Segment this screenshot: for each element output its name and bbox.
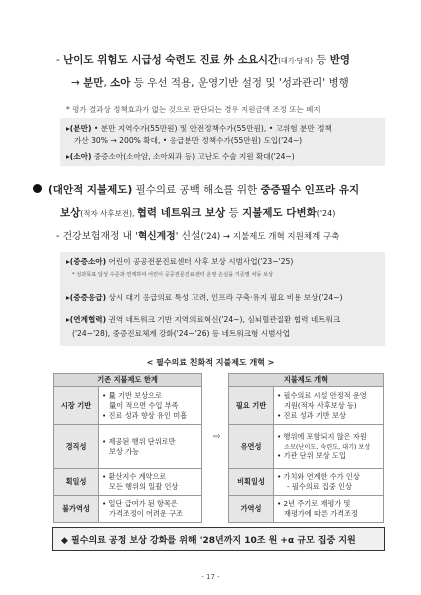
text-bold: 숙련도 (161, 54, 196, 66)
box-row (66, 292, 343, 303)
text: 상시 대기 응급의료 특성 고려, 인프라 구축·유지 필요 비용 보상('24~) (106, 293, 343, 302)
box-row (66, 123, 332, 134)
cell-line: • 환산지수 계약으로 (102, 472, 167, 481)
row-cell (274, 387, 384, 425)
cell-line: 재평가에 따른 가격조정 (284, 509, 359, 518)
text-bold: 난이도 (63, 54, 94, 66)
text: → (71, 77, 84, 89)
text-bold: 중증필수 인프라 유지 (260, 184, 360, 196)
row-cell (274, 496, 384, 523)
text: , (103, 77, 111, 89)
row-key: 비획일성 (229, 469, 274, 496)
text-bold: 협력 네트워크 보상 (136, 207, 226, 219)
text: ' 신설 (175, 231, 201, 242)
text-bold: ▸(중증소아) (66, 257, 107, 266)
text-bold: 보상 (60, 207, 81, 219)
text: - 건강보험재정 내 ' (56, 231, 138, 242)
table-reform (228, 373, 384, 523)
table-header: 지불제도 개혁 (229, 374, 384, 387)
cell-line: 모든 행위의 일괄 인상 (109, 482, 179, 491)
box-row (66, 256, 293, 267)
bullet-icon (33, 184, 42, 193)
cell-line: • 진료 성과 향상 유인 미흡 (102, 410, 188, 420)
text-bold: ▸(연계협력) (66, 315, 107, 324)
text-bold: ▸(중증응급) (66, 293, 107, 302)
table-existing (53, 373, 202, 523)
text: 중증소아(소아암, 소아외과 등) 고난도 수술 지원 확대('24~) (91, 152, 295, 161)
box-row (66, 151, 295, 162)
row-cell (274, 469, 384, 496)
text-bold: 혁신계정 (137, 231, 176, 242)
row-key: 가역성 (229, 496, 274, 523)
text-bold: 진료 外 소요시간 (195, 54, 279, 66)
table-header: 기존 지불제도 한계 (54, 374, 202, 387)
cell-line: • 필수의료 시설 안정적 운영 (277, 390, 367, 400)
text-bold: 소아 (110, 77, 131, 89)
text: 필수의료 공백 해소를 위한 (132, 184, 261, 196)
table-title: < 필수의료 친화적 지불제도 개혁 > (146, 358, 275, 367)
row-key: 필요 기반 (229, 387, 274, 425)
box-note: * 성과목표 달성 수준과 연계하여 어린이 공공전문진료센터 운영 손실을 기준별 차등 보상 (72, 272, 274, 278)
text-bold: ▸(소아) (66, 152, 92, 161)
text-bold: (대안적 지불제도) (48, 184, 133, 196)
text: 등 (312, 54, 330, 66)
info-box-pilot-programs (60, 252, 385, 346)
para-alt-payment (48, 182, 359, 197)
cell-line: • 진료 성과 기반 보상 (277, 410, 346, 420)
row-cell (99, 387, 202, 425)
cell-line: 지원(적자 사후보상 등) (284, 400, 357, 410)
row-key: 시장 기반 (54, 387, 99, 425)
cell-line: 量이 적으면 수입 부족 (109, 400, 179, 410)
text: 권역 네트워크 기반 지역의료혁신('24~), 심뇌혈관질환 협력 네트워크 (106, 315, 341, 324)
para-innovation-account (56, 228, 339, 242)
summary-box: ◆ 필수의료 공정 보상 강화를 위해 '28년까지 10조 원 +α 규모 집중 지원 (52, 527, 385, 551)
cell-line: • 2년 주기로 재평가 및 (277, 499, 351, 508)
row-cell (99, 425, 202, 469)
cell-line: • 가치와 연계한 수가 인상 (277, 472, 360, 481)
box-row: 가산 30% → 200% 확대, • 응급분만 정책수가(55만원) 도입('24~) (74, 136, 303, 145)
cell-line: • 제공된 행위 단위로만 (102, 436, 176, 446)
cell-line: • 기관 단위 보상 도입 (277, 451, 346, 460)
text-small: (대기·당직) (278, 57, 313, 65)
cell-line: 가격조정이 어려운 구조 (109, 509, 184, 518)
text-bold: 반영 (329, 54, 351, 66)
row-cell (99, 496, 202, 523)
text: 어린이 공공전문진료센터 사후 보상 시범사업('23~'25) (106, 257, 294, 266)
box-row: ('24~'28), 중증진료체계 강화('24~'26) 등 네트워크형 시범사업 (72, 329, 291, 338)
text: 등 우선 적용, 운영기반 설정 및 '성과관리' 병행 (130, 77, 349, 89)
text: • 분만 지역수가(55만원) 및 안전정책수가(55만원), • 고위험 분만 정책 (91, 124, 332, 133)
page-number: - 17 - (201, 573, 220, 581)
row-cell (274, 425, 384, 469)
para-difficulty (56, 52, 350, 67)
text-bold: 분만 (83, 77, 104, 89)
cell-line: - 필수의료 집중 인상 (287, 482, 352, 491)
dash: - (56, 54, 60, 66)
cell-line: 소모(난이도, 숙련도, 대기) 보상 (284, 444, 371, 451)
row-cell (99, 469, 202, 496)
cell-line: • 量 기반 보상으로 (102, 390, 162, 400)
footnote: * 평가 결과상 정책효과가 없는 것으로 판단되는 경우 지원금액 조정 또는 폐지 (66, 105, 321, 114)
info-box-childbirth (60, 118, 385, 166)
text-bold: ▸(분만) (66, 124, 92, 133)
arrow-right-icon: ⇨ (213, 432, 221, 442)
row-key: 불가역성 (54, 496, 99, 523)
text-small: ('24) (316, 209, 336, 218)
para-alt-payment-2 (60, 205, 335, 220)
text: 등 (225, 207, 243, 219)
cell-line: 보상 가능 (109, 446, 140, 456)
text-bold: 지불제도 다변화 (242, 207, 317, 219)
row-key: 경직성 (54, 425, 99, 469)
row-key: 유연성 (229, 425, 274, 469)
box-row (66, 314, 340, 325)
para-priority (71, 75, 349, 90)
text-bold: 시급성 (127, 54, 162, 66)
text-small: (적자 사후보전), (80, 209, 137, 218)
cell-line: • 일단 급여가 된 항목은 (102, 499, 178, 508)
cell-line: • 행위에 포함되지 않은 자원 (277, 432, 367, 441)
text: ('24) → 지불제도 개혁 지원체계 구축 (200, 232, 340, 242)
row-key: 획일성 (54, 469, 99, 496)
text-bold: 위험도 (93, 54, 128, 66)
